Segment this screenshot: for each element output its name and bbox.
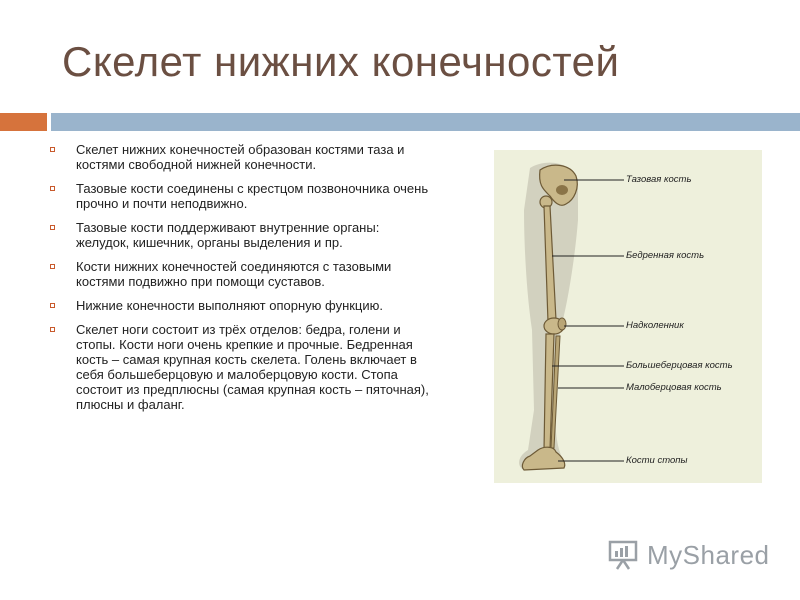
bullet-text: Скелет нижних конечностей образован костями таза и костями свободной нижней конечности. [76,142,405,172]
bullet-item [50,298,435,313]
bullet-item [50,181,435,211]
bullet-square-icon [50,225,55,230]
label-pelvis: Тазовая кость [626,174,692,185]
bullet-item [50,322,435,412]
bullet-square-icon [50,327,55,332]
label-tibia: Большеберцовая кость [626,360,733,371]
leg-skeleton-figure [494,150,762,483]
bullet-text: Кости нижних конечностей соединяются с тазовыми костями подвижно при помощи суставов. [76,259,392,289]
bullet-text: Нижние конечности выполняют опорную функцию. [76,298,384,313]
leg-skeleton-illustration [494,150,762,483]
myshared-watermark [607,536,777,572]
label-fibula: Малоберцовая кость [626,382,722,393]
bullet-square-icon [50,303,55,308]
bullet-square-icon [50,186,55,191]
slide-title: Скелет нижних конечностей [62,38,620,85]
bullet-text: Тазовые кости поддерживают внутренние органы: желудок, кишечник, органы выделения и пр. [76,220,380,250]
label-patella: Надколенник [626,320,684,331]
bullet-item [50,142,435,172]
bullet-list [50,142,435,421]
bullet-square-icon [50,147,55,152]
presentation-board-icon [607,538,641,572]
accent-bar-blue [51,113,800,131]
label-femur: Бедренная кость [626,250,705,261]
label-foot: Кости стопы [626,455,688,466]
bullet-square-icon [50,264,55,269]
bullet-text: Тазовые кости соединены с крестцом позвоночника очень прочно и почти неподвижно. [76,181,429,211]
watermark-text: MyShared [647,540,770,570]
bullet-item [50,220,435,250]
accent-bar-orange [0,113,47,131]
bullet-item [50,259,435,289]
bullet-text: Скелет ноги состоит из трёх отделов: бедра, голени и стопы. Кости ноги очень крепкие и прочные. Бедренная кость – самая крупная кость скелета. Голень включает в себя большеберцовую и малоберцовую кости. Стопа состоит из предплюсны (самая крупная кость – пяточная), плюсны и фаланг. [76,322,429,412]
